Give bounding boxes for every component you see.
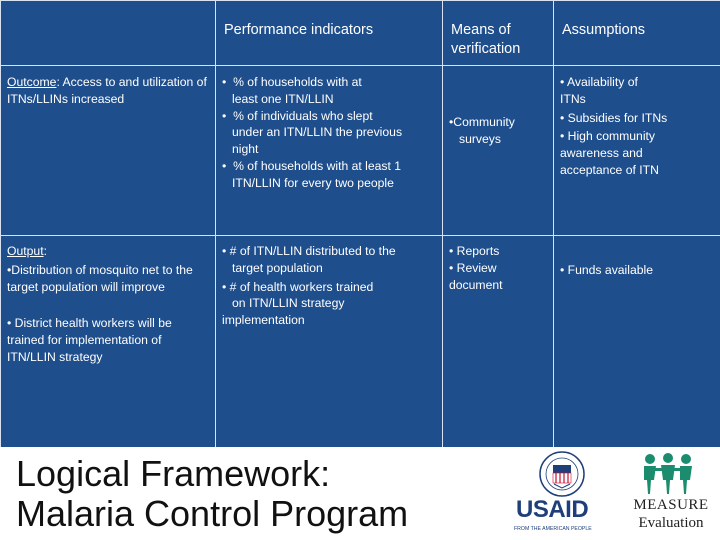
measure-evaluation-logo <box>624 453 718 537</box>
indicator-text-cont: on ITN/LLIN strategy <box>232 296 345 311</box>
indicator-text: % of individuals who slept <box>233 108 373 123</box>
footer <box>0 447 720 540</box>
assumption-text-cont: awareness and <box>560 146 643 161</box>
outcome-label <box>1 66 216 236</box>
usaid-seal-icon <box>539 451 585 497</box>
header-blank <box>1 1 216 66</box>
header-performance-indicators: Performance indicators <box>216 1 443 66</box>
indicator-item <box>222 279 436 329</box>
output-item: •Distribution of mosquito net to the target population will improve <box>7 262 193 294</box>
indicator-item <box>222 243 436 277</box>
assumption-text: • Subsidies for ITNs <box>560 110 668 125</box>
output-label <box>1 236 216 449</box>
slide-title-line-2: Malaria Control Program <box>16 493 409 534</box>
indicator-text-cont: under an ITN/LLIN the previous <box>232 125 403 140</box>
output-row <box>1 236 720 449</box>
output-colon: : <box>43 244 47 258</box>
output-assumptions <box>554 236 720 449</box>
indicator-text: % of households with at <box>233 75 362 89</box>
header-assumptions: Assumptions <box>554 1 720 66</box>
measure-wordmark: MEASURE <box>633 497 709 513</box>
assumption-text-cont: acceptance of ITN <box>560 162 659 177</box>
indicator-text: % of households with at least 1 <box>233 158 402 173</box>
bullet: • <box>222 108 227 123</box>
measure-subtitle: Evaluation <box>638 515 704 531</box>
bullet: • <box>222 158 227 173</box>
outcome-assumptions <box>554 66 720 236</box>
indicator-item <box>222 74 436 108</box>
outcome-prefix: Outcome <box>7 75 57 89</box>
people-figures-icon <box>640 453 696 495</box>
verification-text: •Community <box>449 115 515 129</box>
assumption-item <box>560 74 714 108</box>
indicator-text: • # of ITN/LLIN distributed to the <box>222 244 396 258</box>
assumption-item <box>560 110 714 127</box>
slide-title-line-1: Logical Framework: <box>16 453 331 494</box>
verification-text: • Reports <box>449 244 500 258</box>
output-indicators <box>216 236 443 449</box>
indicator-text-cont: ITN/LLIN for every two people <box>232 175 394 190</box>
header-row <box>1 1 720 66</box>
output-verification <box>443 236 554 449</box>
header-means-of-verification: Means of verification <box>443 1 554 66</box>
outcome-row <box>1 66 720 236</box>
usaid-logo <box>512 451 612 537</box>
bullet: • <box>222 75 227 89</box>
usaid-wordmark: USAID <box>516 496 589 523</box>
verification-text: document <box>449 277 503 292</box>
assumption-text-cont: ITNs <box>560 91 586 106</box>
outcome-indicators <box>216 66 443 236</box>
verification-text-cont: surveys <box>459 131 501 146</box>
output-item: • District health workers will be trained for implementation of ITN/LLIN strategy <box>7 316 172 364</box>
indicator-item <box>222 108 436 158</box>
outcome-verification <box>443 66 554 236</box>
indicator-text-cont: night <box>232 142 259 157</box>
indicator-text-cont: target population <box>232 260 323 275</box>
indicator-item <box>222 158 436 192</box>
verification-text: • Review <box>449 260 497 275</box>
assumption-text: • Funds available <box>560 263 654 277</box>
assumption-text: • Availability of <box>560 75 638 89</box>
usaid-tagline: FROM THE AMERICAN PEOPLE <box>514 526 592 532</box>
output-prefix: Output <box>7 244 44 258</box>
indicator-text: • # of health workers trained <box>222 279 374 294</box>
outcome-text: : Access to and utilization of ITNs/LLINs increased <box>7 75 207 106</box>
assumption-item <box>560 128 714 178</box>
indicator-text-cont: implementation <box>222 313 305 328</box>
indicator-text-cont: least one ITN/LLIN <box>232 91 334 106</box>
assumption-text: • High community <box>560 129 656 144</box>
